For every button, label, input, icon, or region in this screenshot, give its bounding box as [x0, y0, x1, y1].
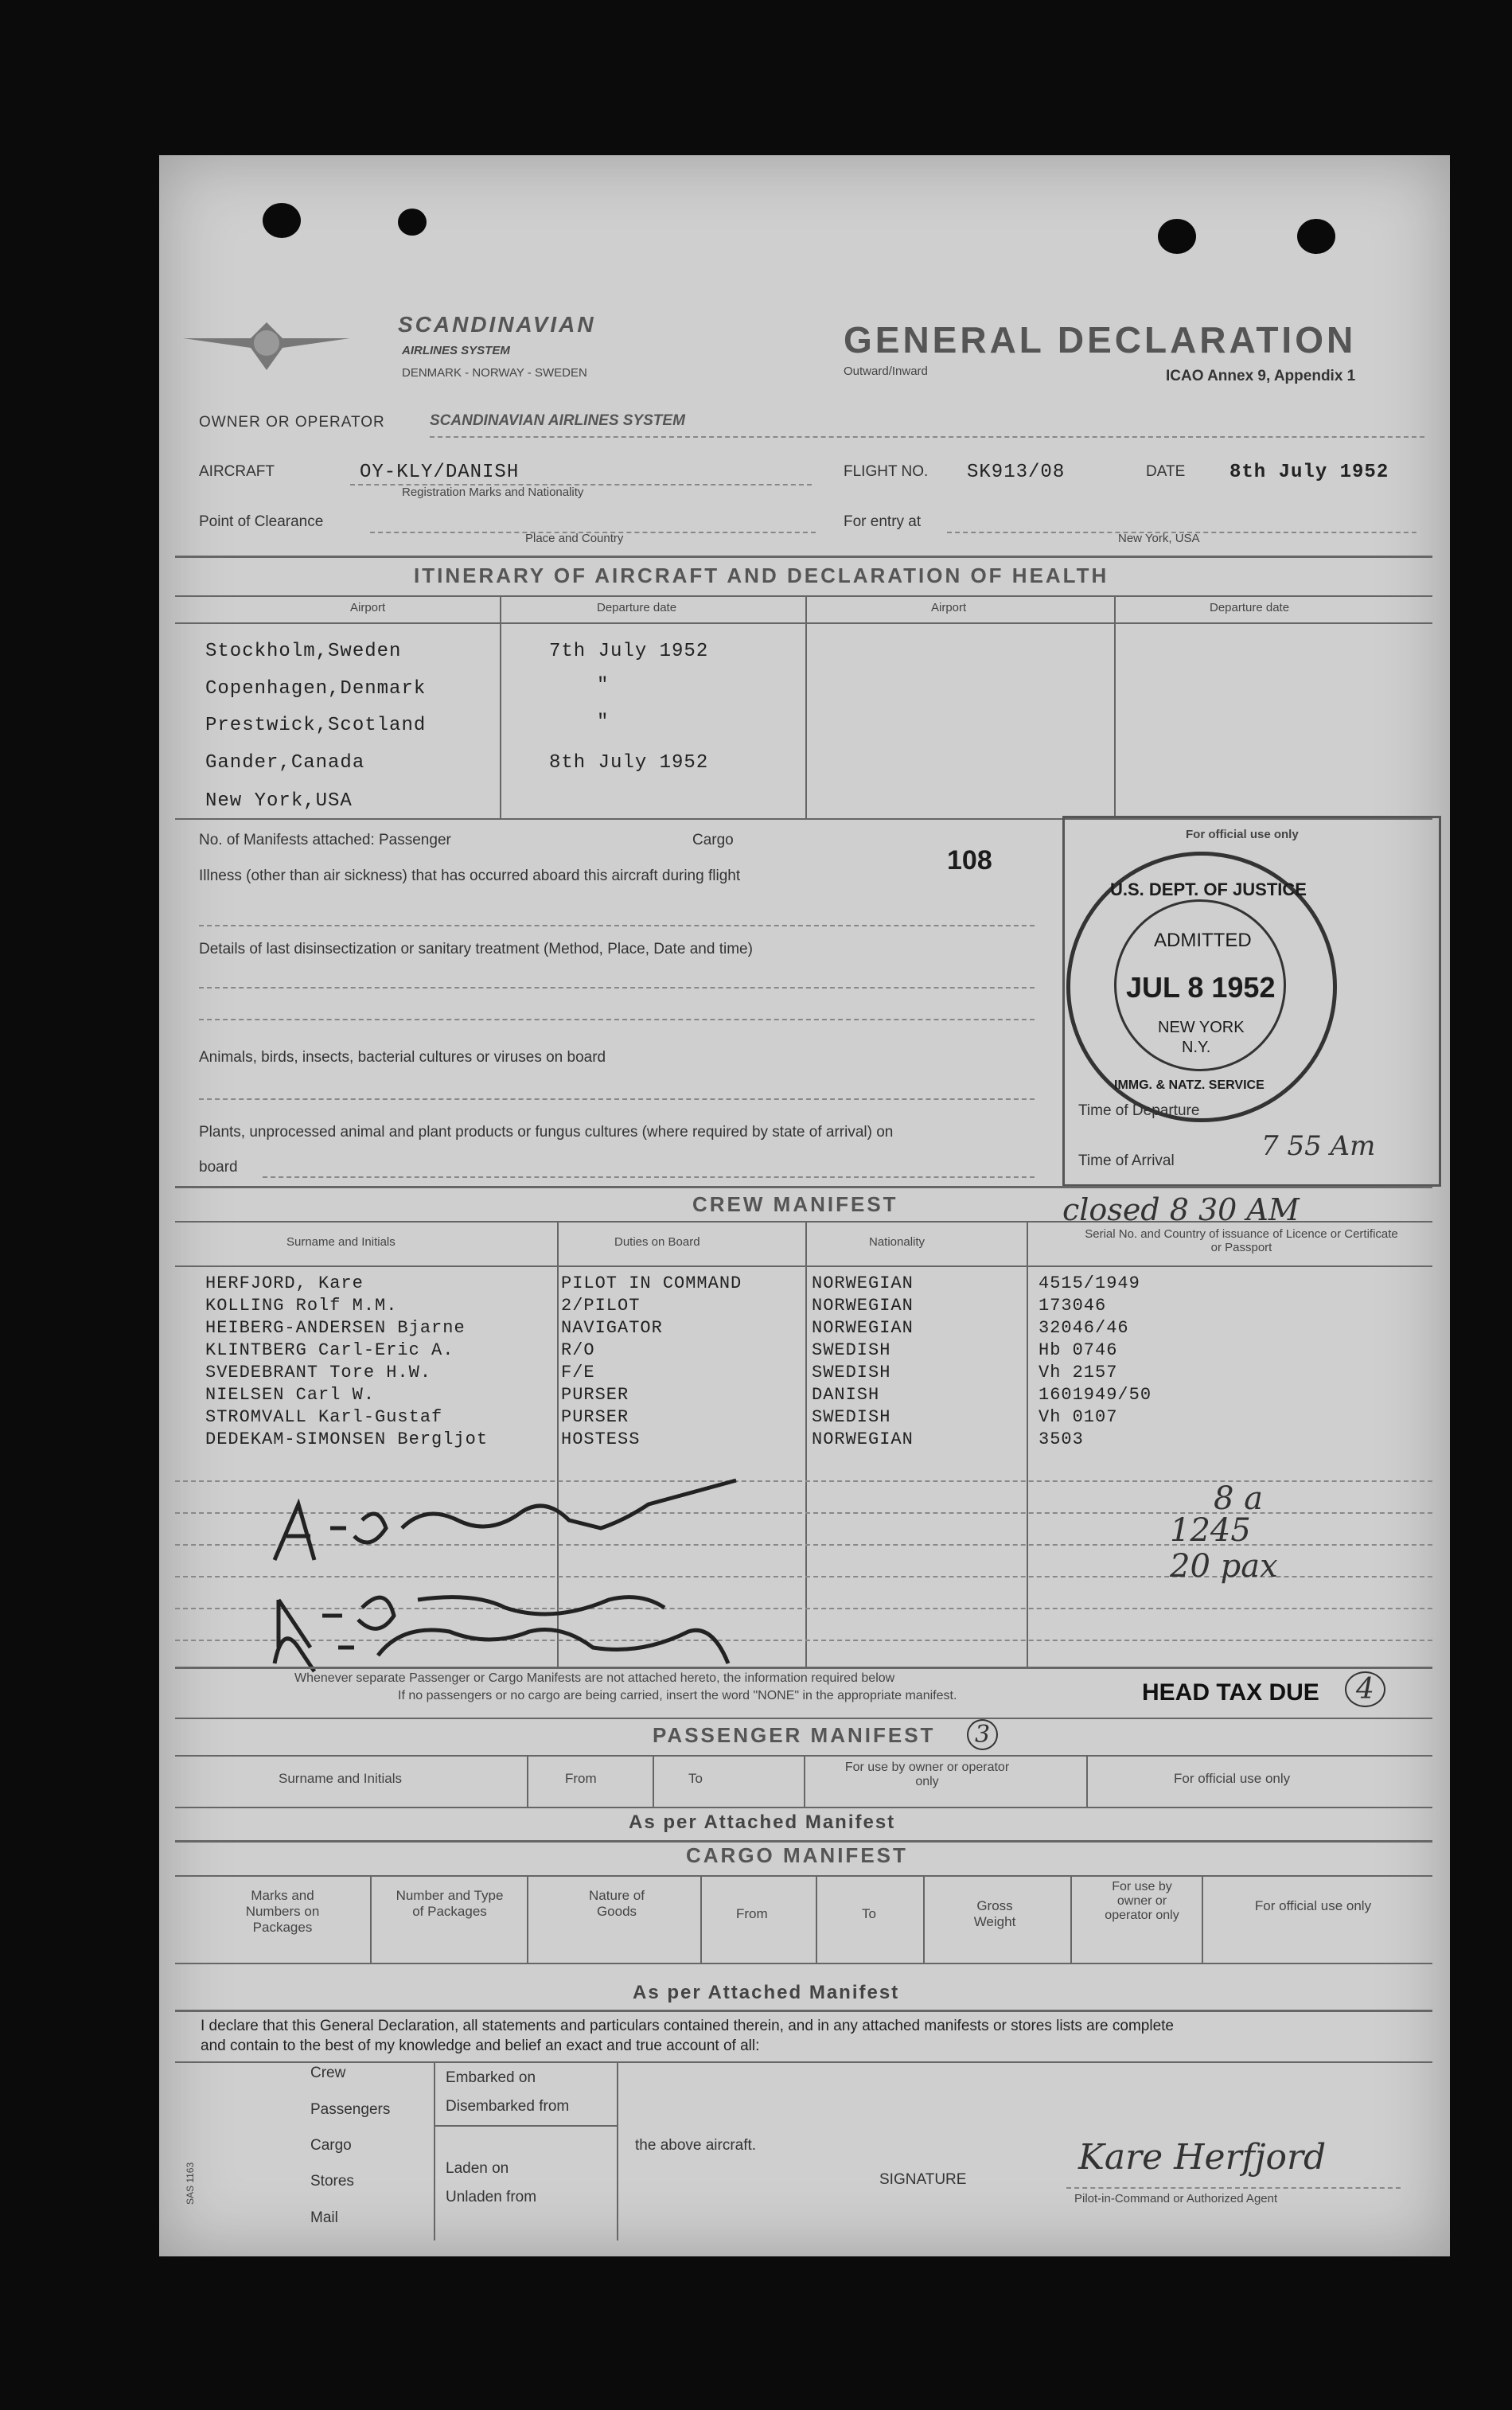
crew-nationality: SWEDISH	[812, 1363, 891, 1382]
clearance-label: Point of Clearance	[199, 513, 324, 530]
column-divider	[805, 595, 807, 818]
hand-note-2: 1245	[1170, 1512, 1251, 1549]
board-label: board	[199, 1159, 238, 1176]
date-label: DATE	[1146, 463, 1186, 480]
itinerary-airport: New York,USA	[205, 790, 353, 812]
cargo-col-number: Number and Type of Packages	[396, 1888, 504, 1919]
flight-value: SK913/08	[967, 462, 1066, 483]
crew-serial: Vh 0107	[1039, 1407, 1118, 1427]
answer-line	[199, 1019, 1035, 1020]
disinsect-label: Details of last disinsectization or sanitary treatment (Method, Place, Date and time)	[199, 941, 753, 957]
airline-sub: AIRLINES SYSTEM	[402, 344, 510, 357]
aircraft-label: AIRCRAFT	[199, 463, 275, 480]
itinerary-col-airport2: Airport	[931, 601, 967, 614]
passenger-col-owner: For use by owner or operator only	[844, 1761, 1010, 1788]
cargo-col-to: To	[862, 1906, 876, 1921]
itinerary-date: "	[597, 712, 610, 733]
divider	[175, 2061, 1432, 2063]
crew-duty: PURSER	[561, 1407, 629, 1427]
divider	[175, 1265, 1432, 1267]
flight-label: FLIGHT NO.	[844, 463, 929, 480]
divider	[175, 556, 1432, 558]
disembarked-label: Disembarked from	[446, 2098, 570, 2115]
notice-line-2: If no passengers or no cargo are being carried, insert the word "NONE" in the appropriate manifest.	[398, 1689, 957, 1702]
declaration-text-1: I declare that this General Declaration, all statements and particulars contained therein, and in any attached manifests or stores lists are complete	[201, 2018, 1174, 2034]
crew-serial: Vh 2157	[1039, 1363, 1118, 1382]
cargo-title: CARGO MANIFEST	[686, 1843, 908, 1867]
entry-label: For entry at	[844, 513, 922, 530]
stamp-date: JUL 8 1952	[1126, 971, 1276, 1004]
crew-nationality: SWEDISH	[812, 1407, 891, 1427]
stamp-admitted: ADMITTED	[1154, 930, 1252, 951]
signature-caption: Pilot-in-Command or Authorized Agent	[1074, 2192, 1278, 2205]
stamp-top: U.S. DEPT. OF JUSTICE	[1110, 879, 1307, 899]
column-divider	[923, 1875, 925, 1963]
passenger-title: PASSENGER MANIFEST	[653, 1723, 936, 1747]
handwritten-initials-icon	[267, 1472, 808, 1679]
aircraft-caption: Registration Marks and Nationality	[402, 486, 584, 499]
divider	[175, 1718, 1432, 1719]
column-divider	[434, 2061, 435, 2240]
crew-duty: HOSTESS	[561, 1429, 641, 1449]
divider	[175, 2010, 1432, 2012]
cargo-col-marks: Marks and Numbers on Packages	[245, 1888, 320, 1935]
illness-label: Illness (other than air sickness) that has occurred aboard this aircraft during flight	[199, 868, 741, 884]
passenger-col-official: For official use only	[1174, 1771, 1291, 1786]
crew-name: KOLLING Rolf M.M.	[205, 1296, 398, 1316]
answer-line	[263, 1176, 1035, 1178]
itinerary-date: 8th July 1952	[549, 752, 709, 774]
airline-name: SCANDINAVIAN	[398, 312, 596, 337]
official-title: For official use only	[1186, 828, 1299, 841]
form-code: SAS 1163	[185, 2162, 196, 2205]
crew-title: CREW MANIFEST	[692, 1192, 898, 1216]
column-divider	[370, 1875, 372, 1963]
itinerary-title: ITINERARY OF AIRCRAFT AND DECLARATION OF HEALTH	[414, 564, 1109, 587]
divider	[175, 1963, 1432, 1964]
answer-line	[199, 987, 1035, 989]
entry-line	[947, 532, 1417, 533]
crew-duty: F/E	[561, 1363, 595, 1382]
itinerary-airport: Stockholm,Sweden	[205, 641, 402, 662]
cargo-col-from: From	[736, 1906, 768, 1921]
divider	[175, 1840, 1432, 1843]
signature-label: SIGNATURE	[879, 2171, 967, 2188]
answer-line	[199, 1098, 1035, 1100]
punch-hole	[263, 203, 301, 238]
date-value: 8th July 1952	[1229, 462, 1389, 483]
crew-nationality: SWEDISH	[812, 1340, 891, 1360]
crew-name: HERFJORD, Kare	[205, 1273, 364, 1293]
declaration-item: Crew	[310, 2065, 346, 2081]
column-divider	[500, 595, 501, 818]
crew-nationality: NORWEGIAN	[812, 1296, 914, 1316]
owner-value: SCANDINAVIAN AIRLINES SYSTEM	[430, 412, 685, 429]
declaration-item: Stores	[310, 2173, 354, 2190]
crew-name: STROMVALL Karl-Gustaf	[205, 1407, 443, 1427]
hand-note-1: 8 a	[1214, 1480, 1264, 1517]
divider	[175, 1667, 1432, 1669]
airline-countries: DENMARK - NORWAY - SWEDEN	[402, 366, 587, 380]
cargo-col-official: For official use only	[1254, 1898, 1372, 1913]
itinerary-airport: Copenhagen,Denmark	[205, 678, 427, 700]
column-divider	[1202, 1875, 1203, 1963]
crew-name: DEDEKAM-SIMONSEN Bergljot	[205, 1429, 489, 1449]
crew-duty: PURSER	[561, 1385, 629, 1405]
crew-col-nationality: Nationality	[869, 1235, 926, 1249]
cargo-label: Cargo	[692, 832, 734, 848]
owner-label: OWNER OR OPERATOR	[199, 414, 385, 431]
crew-name: SVEDEBRANT Tore H.W.	[205, 1363, 432, 1382]
column-divider	[527, 1755, 528, 1807]
stamp-state: N.Y.	[1182, 1039, 1211, 1056]
annex-label: ICAO Annex 9, Appendix 1	[1166, 368, 1356, 384]
column-divider	[700, 1875, 702, 1963]
clearance-line	[370, 532, 816, 533]
itinerary-col-departure: Departure date	[597, 601, 677, 614]
divider	[434, 2125, 617, 2127]
divider	[175, 1875, 1432, 1877]
head-tax-due: HEAD TAX DUE	[1142, 1679, 1319, 1706]
punch-hole	[1297, 219, 1335, 254]
unladen-label: Unladen from	[446, 2189, 537, 2205]
crew-serial: Hb 0746	[1039, 1340, 1118, 1360]
column-divider	[617, 2061, 618, 2240]
itinerary-col-airport: Airport	[350, 601, 386, 614]
divider	[175, 595, 1432, 597]
crew-nationality: NORWEGIAN	[812, 1429, 914, 1449]
column-divider	[1114, 595, 1116, 818]
aircraft-value: OY-KLY/DANISH	[360, 462, 520, 483]
crew-name: KLINTBERG Carl-Eric A.	[205, 1340, 454, 1360]
passenger-title-mark: 3	[967, 1719, 998, 1750]
divider	[175, 1186, 1432, 1188]
crew-duty: 2/PILOT	[561, 1296, 641, 1316]
form-title: GENERAL DECLARATION	[844, 319, 1357, 361]
signature-line	[1066, 2187, 1401, 2189]
above-aircraft: the above aircraft.	[635, 2137, 757, 2154]
itinerary-date: "	[597, 675, 610, 696]
divider	[175, 1807, 1432, 1808]
column-divider	[804, 1755, 805, 1807]
head-tax-count: 4	[1345, 1671, 1385, 1707]
embarked-label: Embarked on	[446, 2069, 536, 2086]
divider	[175, 1221, 1432, 1223]
crew-name: HEIBERG-ANDERSEN Bjarne	[205, 1318, 466, 1338]
crew-serial: 3503	[1039, 1429, 1084, 1449]
clearance-caption: Place and Country	[525, 532, 624, 545]
column-divider	[816, 1875, 817, 1963]
declaration-text-2: and contain to the best of my knowledge and belief an exact and true account of all:	[201, 2038, 760, 2054]
crew-serial: 4515/1949	[1039, 1273, 1140, 1293]
laden-label: Laden on	[446, 2160, 509, 2177]
punch-hole	[1158, 219, 1196, 254]
itinerary-airport: Prestwick,Scotland	[205, 715, 427, 736]
crew-serial: 32046/46	[1039, 1318, 1129, 1338]
itinerary-col-departure2: Departure date	[1210, 601, 1290, 614]
cargo-col-owner: For use by owner or operator only	[1105, 1880, 1179, 1922]
answer-line	[199, 925, 1035, 926]
signature-handwriting: Kare Herfjord	[1078, 2137, 1327, 2178]
column-divider	[1070, 1875, 1072, 1963]
form-sub: Outward/Inward	[844, 365, 928, 378]
crew-duty: PILOT IN COMMAND	[561, 1273, 742, 1293]
column-divider	[1027, 1221, 1028, 1667]
departure-time-label: Time of Departure	[1078, 1102, 1200, 1119]
cargo-note: As per Attached Manifest	[633, 1982, 900, 2003]
crew-nationality: NORWEGIAN	[812, 1273, 914, 1293]
arrival-time-label: Time of Arrival	[1078, 1152, 1175, 1169]
declaration-item: Mail	[310, 2209, 338, 2226]
crew-duty: R/O	[561, 1340, 595, 1360]
divider	[175, 622, 1432, 624]
declaration-item: Passengers	[310, 2101, 391, 2118]
passenger-note: As per Attached Manifest	[629, 1811, 896, 1833]
declaration-item: Cargo	[310, 2137, 352, 2154]
manifests-label: No. of Manifests attached: Passenger	[199, 832, 451, 848]
crew-col-duties: Duties on Board	[614, 1235, 700, 1249]
closed-note: closed 8 30 AM	[1062, 1192, 1300, 1227]
column-divider	[1086, 1755, 1088, 1807]
passenger-col-from: From	[565, 1771, 597, 1786]
itinerary-date: 7th July 1952	[549, 641, 709, 662]
plants-label: Plants, unprocessed animal and plant products or fungus cultures (where required by state of arrival) on	[199, 1124, 894, 1141]
passenger-col-name: Surname and Initials	[279, 1771, 402, 1786]
notice-line-1: Whenever separate Passenger or Cargo Manifests are not attached hereto, the information required below	[294, 1671, 895, 1685]
arrival-note: 7 55 Am	[1261, 1130, 1376, 1162]
crew-duty: NAVIGATOR	[561, 1318, 663, 1338]
airline-logo-icon	[179, 314, 362, 378]
passenger-col-to: To	[688, 1771, 703, 1786]
crew-serial: 1601949/50	[1039, 1385, 1152, 1405]
stamp-bottom: IMMG. & NATZ. SERVICE	[1114, 1078, 1265, 1092]
animals-label: Animals, birds, insects, bacterial cultures or viruses on board	[199, 1049, 606, 1066]
itinerary-airport: Gander,Canada	[205, 752, 365, 774]
crew-name: NIELSEN Carl W.	[205, 1385, 376, 1405]
stamp-city: NEW YORK	[1158, 1019, 1245, 1036]
hand-note-3: 20 pax	[1170, 1548, 1278, 1585]
entry-caption: New York, USA	[1118, 532, 1200, 545]
crew-col-name: Surname and Initials	[286, 1235, 396, 1249]
column-divider	[653, 1755, 654, 1807]
column-divider	[527, 1875, 528, 1963]
crew-serial: 173046	[1039, 1296, 1107, 1316]
crew-nationality: NORWEGIAN	[812, 1318, 914, 1338]
crew-col-serial: Serial No. and Country of issuance of Licence or Certificate or Passport	[1085, 1227, 1398, 1254]
crew-nationality: DANISH	[812, 1385, 880, 1405]
aircraft-line	[350, 484, 812, 486]
punch-hole	[398, 209, 427, 236]
cargo-col-weight: Gross Weight	[973, 1898, 1016, 1929]
owner-line	[430, 436, 1424, 438]
manifest-count: 108	[947, 845, 992, 875]
cargo-col-nature: Nature of Goods	[589, 1888, 645, 1919]
